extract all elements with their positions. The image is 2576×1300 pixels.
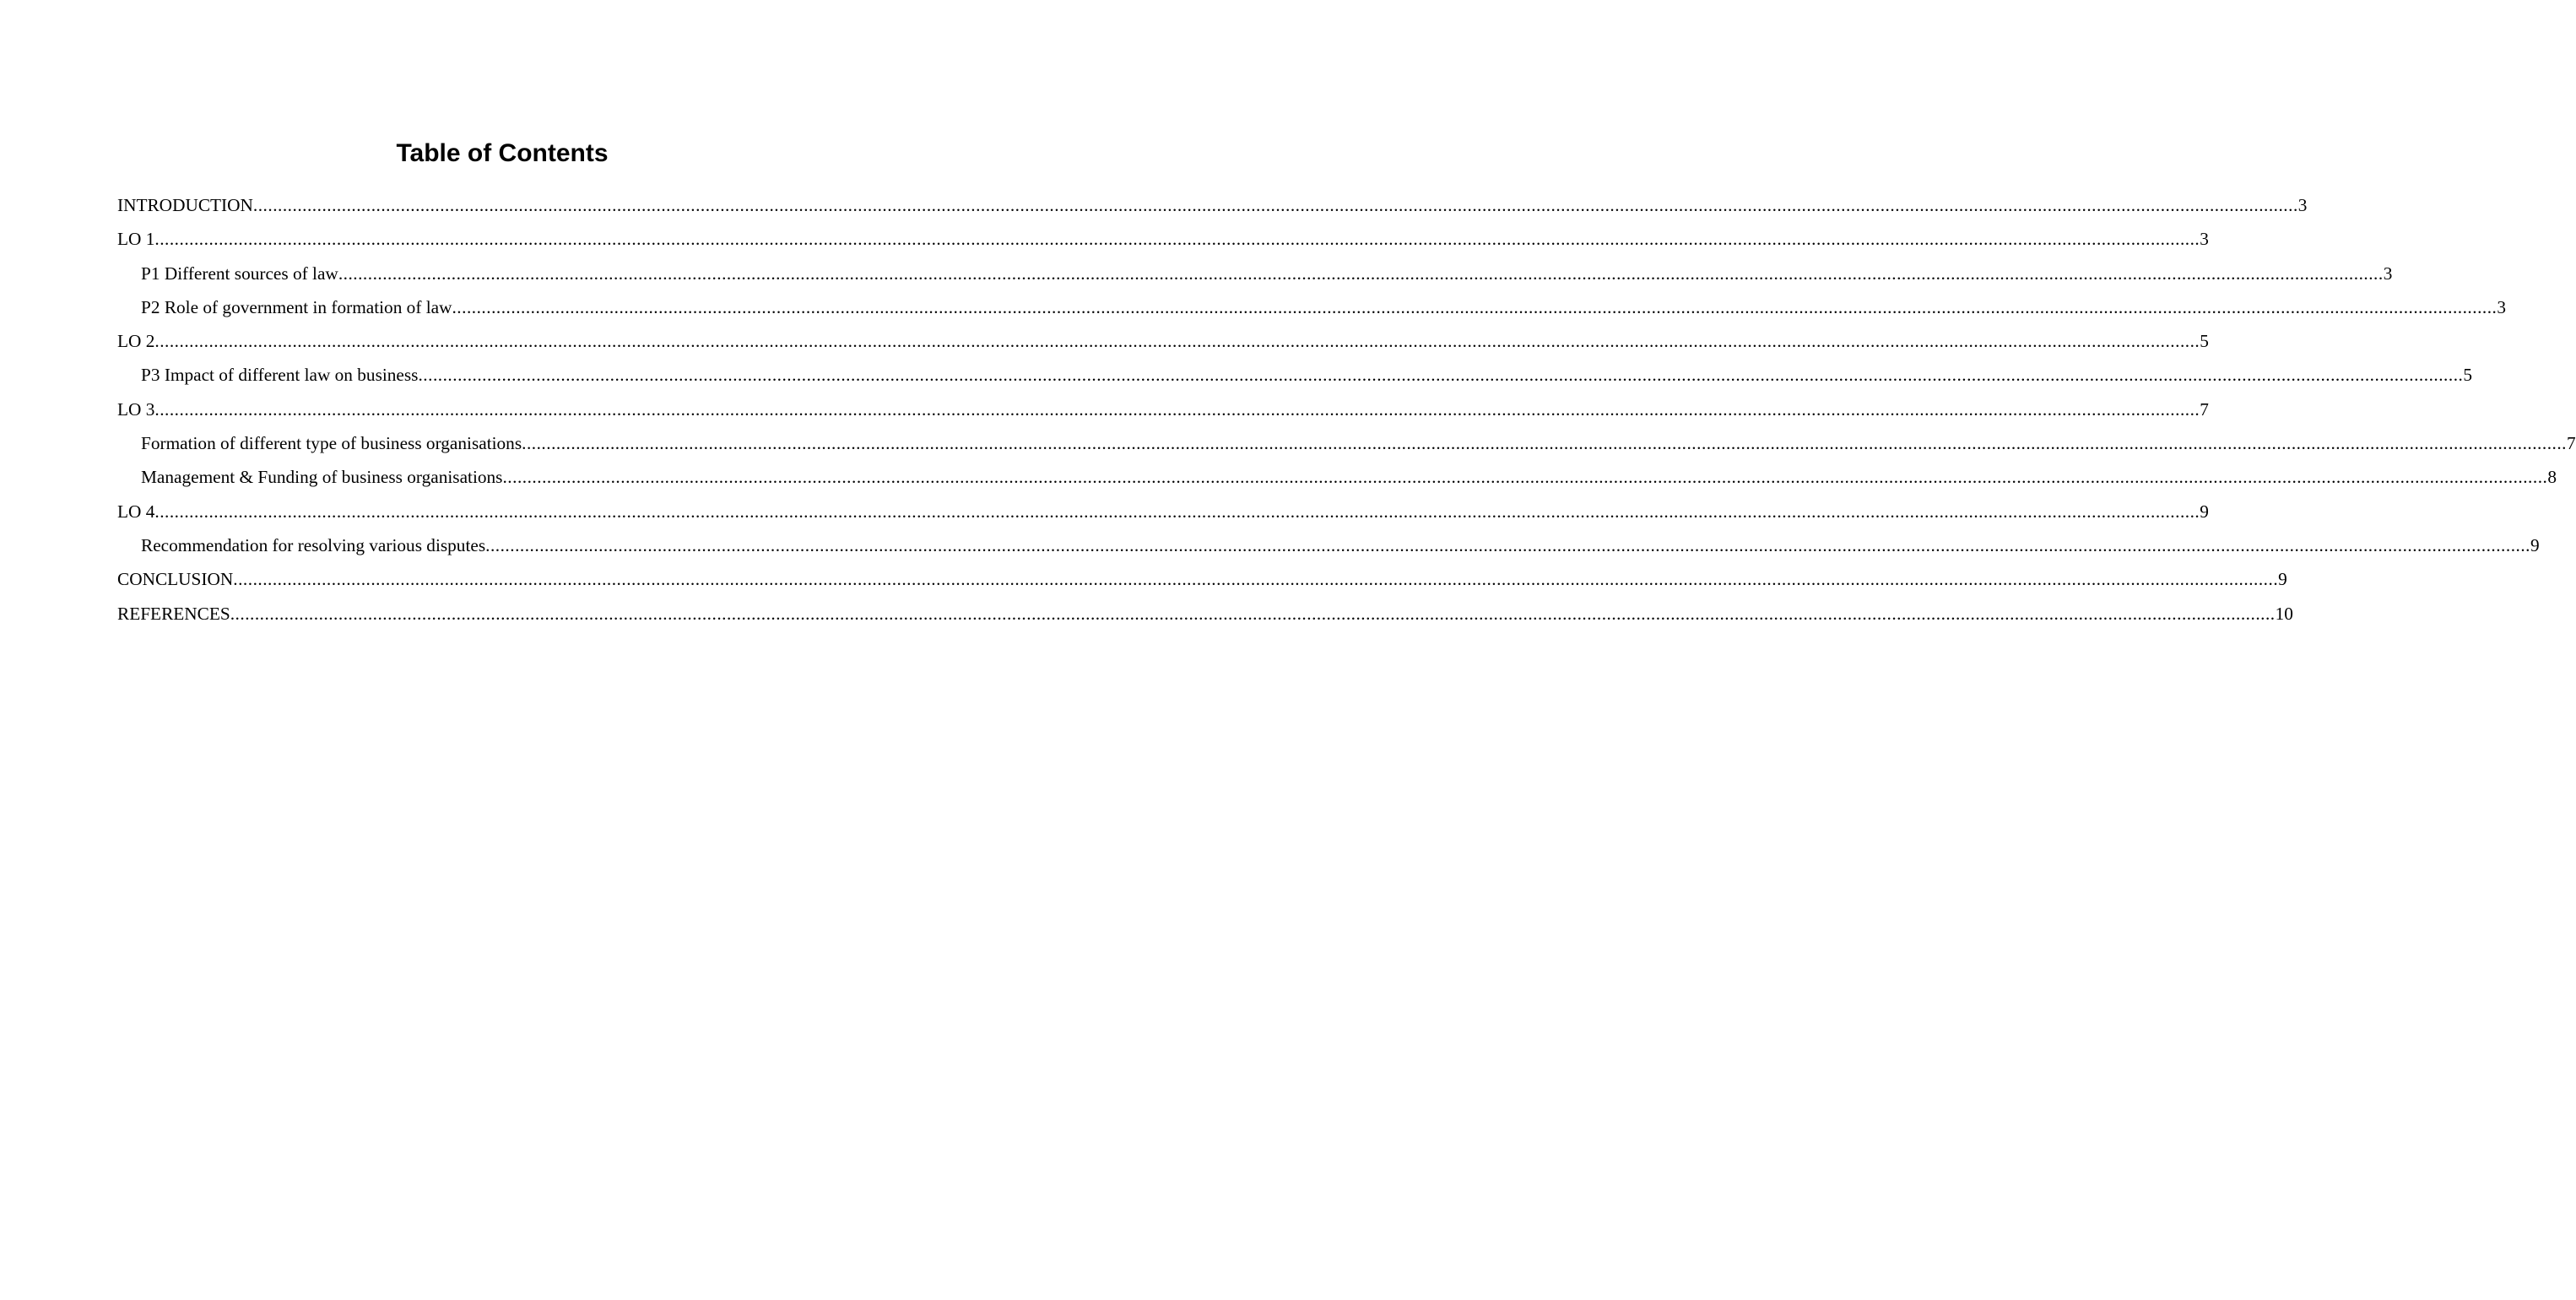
toc-title: Table of Contents xyxy=(396,139,609,167)
toc-dot-leader: ................................................................................................................................................................................................................................................................................................................................................................................................................................ xyxy=(338,263,2384,284)
toc-entry-label: Formation of different type of business organisations xyxy=(141,433,522,454)
toc-dot-leader: ................................................................................................................................................................................................................................................................................................................................................................................................................................ xyxy=(154,229,2200,250)
toc-dot-leader: ................................................................................................................................................................................................................................................................................................................................................................................................................................ xyxy=(452,296,2498,317)
toc-page-number: 7 xyxy=(2567,433,2576,454)
toc-list xyxy=(117,191,2576,633)
toc-page-number: 3 xyxy=(2297,195,2308,215)
toc-entry-label: P2 Role of government in formation of law xyxy=(141,296,452,317)
toc-entry-label: LO 4 xyxy=(117,501,155,522)
toc-entry-label: LO 1 xyxy=(117,229,155,250)
toc-page-number: 5 xyxy=(2463,365,2472,386)
toc-dot-leader: ................................................................................................................................................................................................................................................................................................................................................................................................................................ xyxy=(233,569,2279,590)
toc-entry-recommendation[interactable] xyxy=(117,531,2540,565)
toc-entry-label: LO 2 xyxy=(117,331,155,352)
toc-page-number: 10 xyxy=(2275,603,2293,624)
toc-page-number: 9 xyxy=(2278,569,2287,590)
toc-entry-p1[interactable] xyxy=(117,259,2393,293)
toc-page-number: 3 xyxy=(2497,296,2507,317)
toc-page-number: 9 xyxy=(2200,501,2209,522)
toc-entry-lo4[interactable] xyxy=(117,497,2209,531)
toc-entry-lo3[interactable] xyxy=(117,395,2209,429)
toc-page-number: 7 xyxy=(2200,398,2209,420)
toc-dot-leader: ................................................................................................................................................................................................................................................................................................................................................................................................................................ xyxy=(230,603,2276,624)
toc-dot-leader: ................................................................................................................................................................................................................................................................................................................................................................................................................................ xyxy=(485,534,2530,555)
toc-dot-leader: ................................................................................................................................................................................................................................................................................................................................................................................................................................ xyxy=(154,501,2200,522)
toc-entry-p3[interactable] xyxy=(117,360,2472,394)
toc-entry-label: CONCLUSION xyxy=(117,569,234,590)
toc-entry-references[interactable] xyxy=(117,599,2293,633)
toc-entry-label: P3 Impact of different law on business xyxy=(141,365,419,386)
toc-page-number: 3 xyxy=(2383,263,2393,284)
toc-entry-conclusion[interactable] xyxy=(117,565,2287,599)
toc-page-number: 3 xyxy=(2200,229,2209,250)
toc-dot-leader: ................................................................................................................................................................................................................................................................................................................................................................................................................................ xyxy=(154,331,2200,352)
toc-dot-leader: ................................................................................................................................................................................................................................................................................................................................................................................................................................ xyxy=(154,398,2200,420)
toc-entry-label: INTRODUCTION xyxy=(117,195,253,215)
toc-dot-leader: ................................................................................................................................................................................................................................................................................................................................................................................................................................ xyxy=(418,365,2464,386)
toc-dot-leader: ................................................................................................................................................................................................................................................................................................................................................................................................................................ xyxy=(502,467,2548,488)
toc-dot-leader: ................................................................................................................................................................................................................................................................................................................................................................................................................................ xyxy=(522,433,2567,454)
toc-page-number: 5 xyxy=(2200,331,2209,352)
toc-entry-management-funding[interactable] xyxy=(117,463,2557,496)
toc-entry-lo2[interactable] xyxy=(117,327,2209,360)
toc-entry-label: LO 3 xyxy=(117,398,155,420)
toc-entry-label: REFERENCES xyxy=(117,603,230,624)
toc-entry-introduction[interactable] xyxy=(117,191,2308,225)
toc-page-number: 8 xyxy=(2547,467,2557,488)
toc-entry-formation[interactable] xyxy=(117,429,2576,463)
toc-entry-label: Recommendation for resolving various disputes xyxy=(141,534,486,555)
toc-dot-leader: ................................................................................................................................................................................................................................................................................................................................................................................................................................ xyxy=(252,195,2298,215)
toc-entry-lo1[interactable] xyxy=(117,225,2209,258)
toc-entry-label: Management & Funding of business organisations xyxy=(141,467,503,488)
toc-page-number: 9 xyxy=(2530,534,2540,555)
toc-entry-p2[interactable] xyxy=(117,293,2507,327)
toc-entry-label: P1 Different sources of law xyxy=(141,263,338,284)
